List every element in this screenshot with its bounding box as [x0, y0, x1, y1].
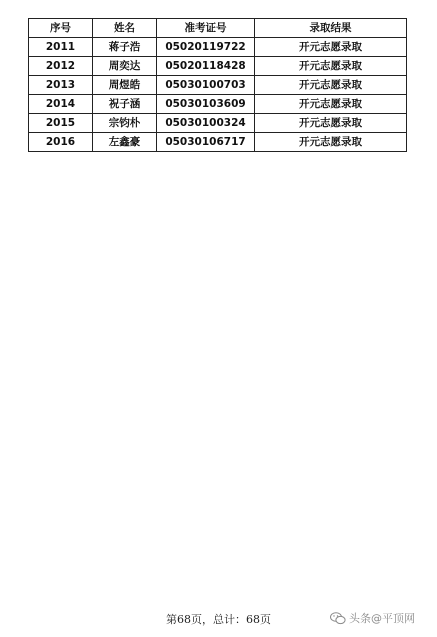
cell-result: 开元志愿录取 [255, 57, 407, 76]
table-row [29, 95, 407, 114]
header-result: 录取结果 [255, 19, 407, 38]
cell-result: 开元志愿录取 [255, 133, 407, 152]
header-name: 姓名 [93, 19, 157, 38]
cell-seq: 2014 [29, 95, 93, 114]
cell-exam-number: 05030103609 [157, 95, 255, 114]
table-header-row [29, 19, 407, 38]
cell-seq: 2012 [29, 57, 93, 76]
header-seq: 序号 [29, 19, 93, 38]
table-row [29, 76, 407, 95]
table-row [29, 38, 407, 57]
cell-name: 蒋子浩 [93, 38, 157, 57]
admission-results-table [28, 18, 407, 152]
cell-name: 周煜皓 [93, 76, 157, 95]
cell-name: 周奕达 [93, 57, 157, 76]
cell-seq: 2015 [29, 114, 93, 133]
cell-result: 开元志愿录取 [255, 76, 407, 95]
watermark [330, 610, 415, 626]
cell-result: 开元志愿录取 [255, 95, 407, 114]
header-exam-number: 准考证号 [157, 19, 255, 38]
cell-exam-number: 05020118428 [157, 57, 255, 76]
cell-exam-number: 05030106717 [157, 133, 255, 152]
table-row [29, 133, 407, 152]
watermark-text: 头条@平顶网 [349, 612, 415, 625]
cell-result: 开元志愿录取 [255, 38, 407, 57]
cell-result: 开元志愿录取 [255, 114, 407, 133]
cell-exam-number: 05030100324 [157, 114, 255, 133]
cell-seq: 2016 [29, 133, 93, 152]
cell-seq: 2011 [29, 38, 93, 57]
table-row [29, 57, 407, 76]
cell-name: 宗钧朴 [93, 114, 157, 133]
wechat-icon [330, 612, 346, 625]
page-footer: 第68页，总计：68页 [166, 613, 271, 626]
table-row [29, 114, 407, 133]
cell-name: 祝子涵 [93, 95, 157, 114]
cell-exam-number: 05020119722 [157, 38, 255, 57]
cell-name: 左鑫豪 [93, 133, 157, 152]
cell-exam-number: 05030100703 [157, 76, 255, 95]
cell-seq: 2013 [29, 76, 93, 95]
